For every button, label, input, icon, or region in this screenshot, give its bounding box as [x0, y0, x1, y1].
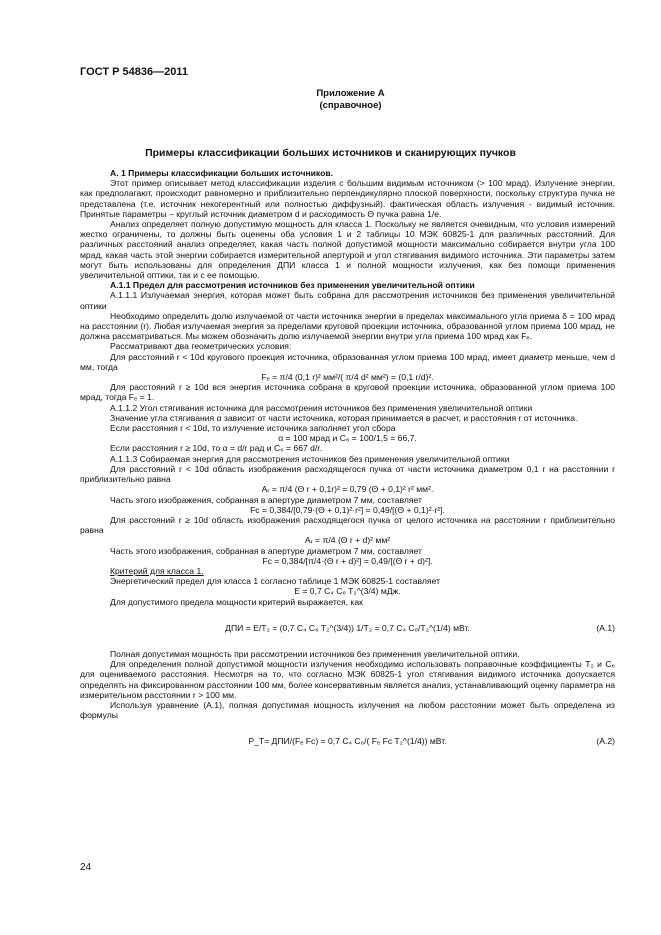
paragraphs-part2: [80, 649, 615, 720]
paragraph: Для расстояний r < 10d кругового проекция источника, образованная углом приема 100 мрад, имеет диаметр меньше, чем d мм, тогда: [80, 351, 615, 372]
paragraph: А.1.1 Предел для рассмотрения источников без применения увеличительной оптики: [110, 280, 475, 291]
paragraph: Рассматривают два геометрических условия:: [110, 341, 292, 352]
equation-number: (A.2): [596, 736, 615, 747]
appendix-label: Приложение А: [316, 88, 385, 99]
paragraph: α = 100 мрад и C₆ = 100/1,5 = 66,7.: [278, 433, 417, 444]
paragraph: Fc = 0,384/[0,79·(Θ + 0,1)²·r²] = 0,49/[(Θ + 0,1)²·r²].: [250, 504, 445, 515]
appendix-type: (справочное): [319, 100, 382, 111]
paragraph: Если расстояния r < 10d, то излучение источника заполняет угол сбора: [110, 423, 396, 434]
paragraph: А.1.1.2 Угол стягивания источника для рассмотрения источников без применения увеличительной оптики: [110, 402, 533, 413]
paragraph: А. 1 Примеры классификации больших источников.: [110, 168, 334, 178]
paragraph: Необходимо определить долю излучаемой от части источника энергии в пределах максимального угла приема δ = 100 мрад на расстоянии (r). Любая излучаемая энергия за пределами круговой проекции источника, образованной углом приема 100 мрад, не должна рассматриваться. Мы можем обозначить долю излучаемой энергии внутри угла приема 100 мрад как Fₑ.: [80, 310, 615, 342]
paragraph: E = 0,7 C₄ C₆ T₂^(3/4) мДж.: [294, 586, 401, 597]
paragraph: Fₑ = π/4 (0,1 r)² мм²/( π/4 d² мм²) = (0,1 r/d)².: [261, 372, 434, 383]
section-title: Примеры классификации больших источников и сканирующих пучков: [145, 147, 516, 159]
body-text: [80, 168, 615, 747]
paragraph: Для определения полной допустимой мощности излучения необходимо использовать поправочные коэффициенты T₂ и C₆ для оцениваемого расстояния. Несмотря на то, что согласно МЭК 60825-1 угол стягивания видимого источника допускается определять на фиксированном расстоянии 100 мм, более консервативным является анализ, устанавливающий оценку параметра на измерительном расстоянии r > 100 мм.: [80, 659, 615, 700]
paragraph: Значение угла стягивания α зависит от части источника, которая принимается в расчет, и расстояния r от источника.: [110, 412, 578, 423]
paragraph: Анализ определяет полную допустимую мощность для класса 1. Поскольку не является очевидным, что условия измерений жестко ограничены, то должны быть оценены оба условия 1 и 2 таблицы 10 МЭК 60825-1 для различных расстояний. Для различных расстояний анализ определяет, какая часть полной допустимой мощности максимально собирается внутри угла 100 мрад, какая часть этой энергии собирается измерительной апертурой и угол стягивания видимого источника. Эти параметры затем могут быть использованы для определения ДПИ класса 1 и полной мощности излучения, как без помощи применения увеличительной оптики, так и с ее помощью.: [80, 219, 615, 281]
paragraph: А.1.1.3 Собираемая энергия для рассмотрения источников без применения увеличительной оптики: [110, 453, 510, 464]
paragraph: Критерий для класса 1.: [110, 565, 204, 576]
paragraph: Используя уравнение (А.1), полная допустимая мощность излучения на любом расстоянии может быть определена из формулы: [80, 699, 615, 721]
page-number: 24: [80, 862, 92, 873]
paragraph: Для расстояний r ≥ 10d вся энергия источника собрана в круговой проекции источника, образованной углом приема 100 мрад, тогда Fₑ = 1.: [80, 382, 615, 403]
equation-number: (A.1): [596, 622, 615, 633]
paragraph: Полная допустимая мощность при рассмотрении источников без применения увеличительной оптики.: [110, 648, 520, 659]
paragraph: Если расстояния r ≥ 10d, то α = d/r рад и C₆ = 667 d/r.: [110, 443, 323, 454]
paragraph: Часть этого изображения, собранная в апертуре диаметром 7 мм, составляет: [110, 494, 422, 505]
equation-a1: [80, 623, 615, 633]
paragraph: Часть этого изображения, собранная в апертуре диаметром 7 мм, составляет: [110, 545, 422, 556]
standard-header: ГОСТ Р 54836—2011: [80, 66, 188, 78]
equation-a2: [80, 736, 615, 746]
paragraph: Fc = 0,384/[π/4·(Θ r + d)²] = 0,49/[(Θ r + d)²].: [262, 555, 433, 566]
paragraph: Для расстояний r < 10d область изображения расходящегося пучка от части источника диаметром 0,1 r на расстоянии r приблизительно равна: [80, 463, 615, 485]
paragraph: Для допустимого предела мощности критерий выражается, как: [110, 596, 363, 607]
paragraph: Этот пример описывает метод классификации изделия с большим видимым источником (> 100 мрад). Излучение энергии, как предполагают, происходит равномерно и приблизительно перпендикулярно плоской поверхности, поскольку структура пучка не представлена (т.е. источник некогерентный или полностью диффузный). фактическая область излучения - видимый источник. Принятые параметры – круглый источник диаметром d и расходимость Θ пучка равна 1/e.: [80, 178, 615, 219]
paragraph: Aᵣ = π/4 (Θ r + d)² мм²: [304, 535, 391, 546]
paragraphs-part1: [80, 168, 615, 607]
equation-text: P_T= ДПИ/(Fₑ Fc) = 0,7 C₄ C₆/( Fₑ Fc T₂^(1/4)) мВт.: [248, 736, 447, 747]
paragraph: Aᵣ = π/4 (Θ r + 0,1r)² = 0,79 (Θ + 0,1)² r² мм².: [261, 484, 434, 495]
paragraph: А.1.1.1 Излучаемая энергия, которая может быть собрана для рассмотрения источников без применения увеличительной оптики: [80, 290, 615, 311]
paragraph: Энергетический предел для класса 1 согласно таблице 1 МЭК 60825-1 составляет: [110, 576, 441, 587]
paragraph: Для расстояний r ≥ 10d область изображения расходящегося пучка от целого источника на расстоянии r приблизительно равна: [80, 514, 615, 536]
equation-text: ДПИ = E/T₂ = (0,7 C₄ C₆ T₂^(3/4)) 1/T₂ = 0,7 C₄ C₆/T₂^(1/4) мВт.: [225, 622, 470, 633]
